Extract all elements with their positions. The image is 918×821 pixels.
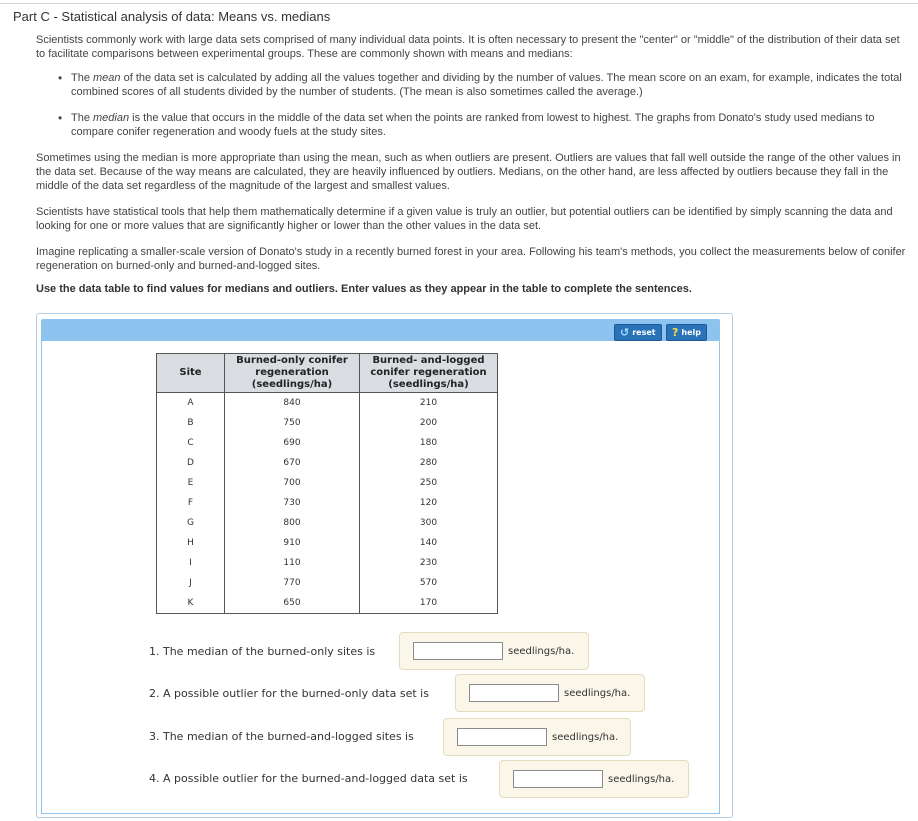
cell-burned-only: 670 <box>225 453 360 473</box>
cell-burned-only: 110 <box>225 553 360 573</box>
table-row <box>157 493 498 513</box>
cell-burned-and-logged: 170 <box>360 593 498 614</box>
cell-burned-and-logged: 230 <box>360 553 498 573</box>
cell-burned-only: 800 <box>225 513 360 533</box>
answer-4-box <box>499 760 689 798</box>
answer-2-box <box>455 674 645 712</box>
cell-burned-and-logged: 210 <box>360 393 498 414</box>
bullet-mean <box>71 71 906 99</box>
cell-burned-and-logged: 180 <box>360 433 498 453</box>
table-row <box>157 393 498 414</box>
unit-label: seedlings/ha. <box>552 731 619 743</box>
bullet-text: The <box>71 72 94 84</box>
bullet-median <box>71 111 906 139</box>
cell-site: H <box>157 533 225 553</box>
part-label: Part C - <box>13 9 58 24</box>
outlier-burned-only-input[interactable] <box>469 684 559 702</box>
cell-burned-and-logged: 120 <box>360 493 498 513</box>
question-3-text: 3. The median of the burned-and-logged sites is <box>149 730 414 743</box>
cell-site: B <box>157 413 225 433</box>
term-mean: mean <box>93 72 121 84</box>
intro-paragraph: Scientists commonly work with large data sets comprised of many individual data points. It is often necessary to present the "center" or "middle" of the distribution of their data set to facilitate comparisons between experimental groups. These are commonly shown with means and medians: <box>36 34 900 60</box>
cell-burned-and-logged: 280 <box>360 453 498 473</box>
answer-3-box <box>443 718 631 756</box>
cell-site: E <box>157 473 225 493</box>
table-row <box>157 593 498 614</box>
question-1-text: 1. The median of the burned-only sites is <box>149 645 376 658</box>
help-icon: ? <box>672 326 679 339</box>
help-button[interactable] <box>666 324 707 341</box>
answer-1-box <box>399 632 589 670</box>
scenario-paragraph: Imagine replicating a smaller-scale version of Donato's study in a recently burned forest in your area. Following his team's methods, you collect the measurements below of conifer regeneration on burned-only and burned-and-logged sites. <box>36 246 906 272</box>
bullet-text: The <box>71 112 94 124</box>
instructions-content <box>36 33 906 296</box>
reset-button[interactable] <box>614 324 662 341</box>
table-row <box>157 553 498 573</box>
header-burned-and-logged: Burned- and-logged conifer regeneration (seedlings/ha) <box>360 354 498 393</box>
median-burned-and-logged-input[interactable] <box>457 728 547 746</box>
cell-site: A <box>157 393 225 414</box>
table-row <box>157 573 498 593</box>
median-burned-only-input[interactable] <box>413 642 503 660</box>
data-table <box>156 353 498 614</box>
table-row <box>157 513 498 533</box>
outlier-burned-and-logged-input[interactable] <box>513 770 603 788</box>
question-2-text: 2. A possible outlier for the burned-only data set is <box>149 687 429 700</box>
top-divider <box>0 3 918 4</box>
cell-site: D <box>157 453 225 473</box>
cell-burned-only: 840 <box>225 393 360 414</box>
cell-burned-and-logged: 250 <box>360 473 498 493</box>
reset-label: reset <box>632 328 656 337</box>
table-row <box>157 533 498 553</box>
cell-burned-and-logged: 300 <box>360 513 498 533</box>
cell-site: I <box>157 553 225 573</box>
part-title <box>13 9 330 24</box>
bullet-text: of the data set is calculated by adding all the values together and dividing by the number of values. The mean score on an exam, for example, indicates the total combined scores of all students divided by the number of students. (The mean is also sometimes called the average.) <box>71 72 902 98</box>
cell-burned-only: 650 <box>225 593 360 614</box>
cell-burned-only: 910 <box>225 533 360 553</box>
unit-label: seedlings/ha. <box>508 645 575 657</box>
help-label: help <box>681 328 701 337</box>
outliers-paragraph: Sometimes using the median is more appropriate than using the mean, such as when outliers are present. Outliers are values that fall well outside the range of the other values in the data set. Because of the way means are calculated, they are heavily influenced by outliers. Medians, on the other hand, are less affected by outliers because they fall in the middle of the data set regardless of the magnitude of the largest and smallest values. <box>36 152 901 192</box>
table-row <box>157 453 498 473</box>
bullet-text: is the value that occurs in the middle of the data set when the points are ranked from lowest to highest. The graphs from Donato's study used medians to compare conifer regeneration and woody fuels at the study sites. <box>71 112 875 138</box>
question-4-text: 4. A possible outlier for the burned-and-logged data set is <box>149 772 468 785</box>
table-header-row <box>157 354 498 393</box>
task-instruction: Use the data table to find values for medians and outliers. Enter values as they appear in the table to complete the sentences. <box>36 283 692 295</box>
term-median: median <box>93 112 130 124</box>
cell-burned-only: 730 <box>225 493 360 513</box>
statistical-tools-paragraph: Scientists have statistical tools that help them mathematically determine if a given value is truly an outlier, but potential outliers can be identified by simply scanning the data and looking for one or more values that are significantly higher or lower than the other values in the data set. <box>36 206 893 232</box>
header-burned-only: Burned-only conifer regeneration (seedlings/ha) <box>225 354 360 393</box>
cell-burned-and-logged: 200 <box>360 413 498 433</box>
cell-site: J <box>157 573 225 593</box>
cell-site: F <box>157 493 225 513</box>
table-body <box>157 393 498 614</box>
cell-burned-only: 750 <box>225 413 360 433</box>
cell-burned-and-logged: 140 <box>360 533 498 553</box>
cell-burned-only: 690 <box>225 433 360 453</box>
table-row <box>157 433 498 453</box>
cell-burned-and-logged: 570 <box>360 573 498 593</box>
part-heading: Statistical analysis of data: Means vs. medians <box>61 9 331 24</box>
header-site: Site <box>157 354 225 393</box>
cell-site: K <box>157 593 225 614</box>
unit-label: seedlings/ha. <box>608 773 675 785</box>
cell-site: G <box>157 513 225 533</box>
reset-icon: ↺ <box>620 326 630 339</box>
unit-label: seedlings/ha. <box>564 687 631 699</box>
table-row <box>157 473 498 493</box>
definition-list <box>36 71 906 139</box>
cell-burned-only: 770 <box>225 573 360 593</box>
table-row <box>157 413 498 433</box>
cell-site: C <box>157 433 225 453</box>
cell-burned-only: 700 <box>225 473 360 493</box>
